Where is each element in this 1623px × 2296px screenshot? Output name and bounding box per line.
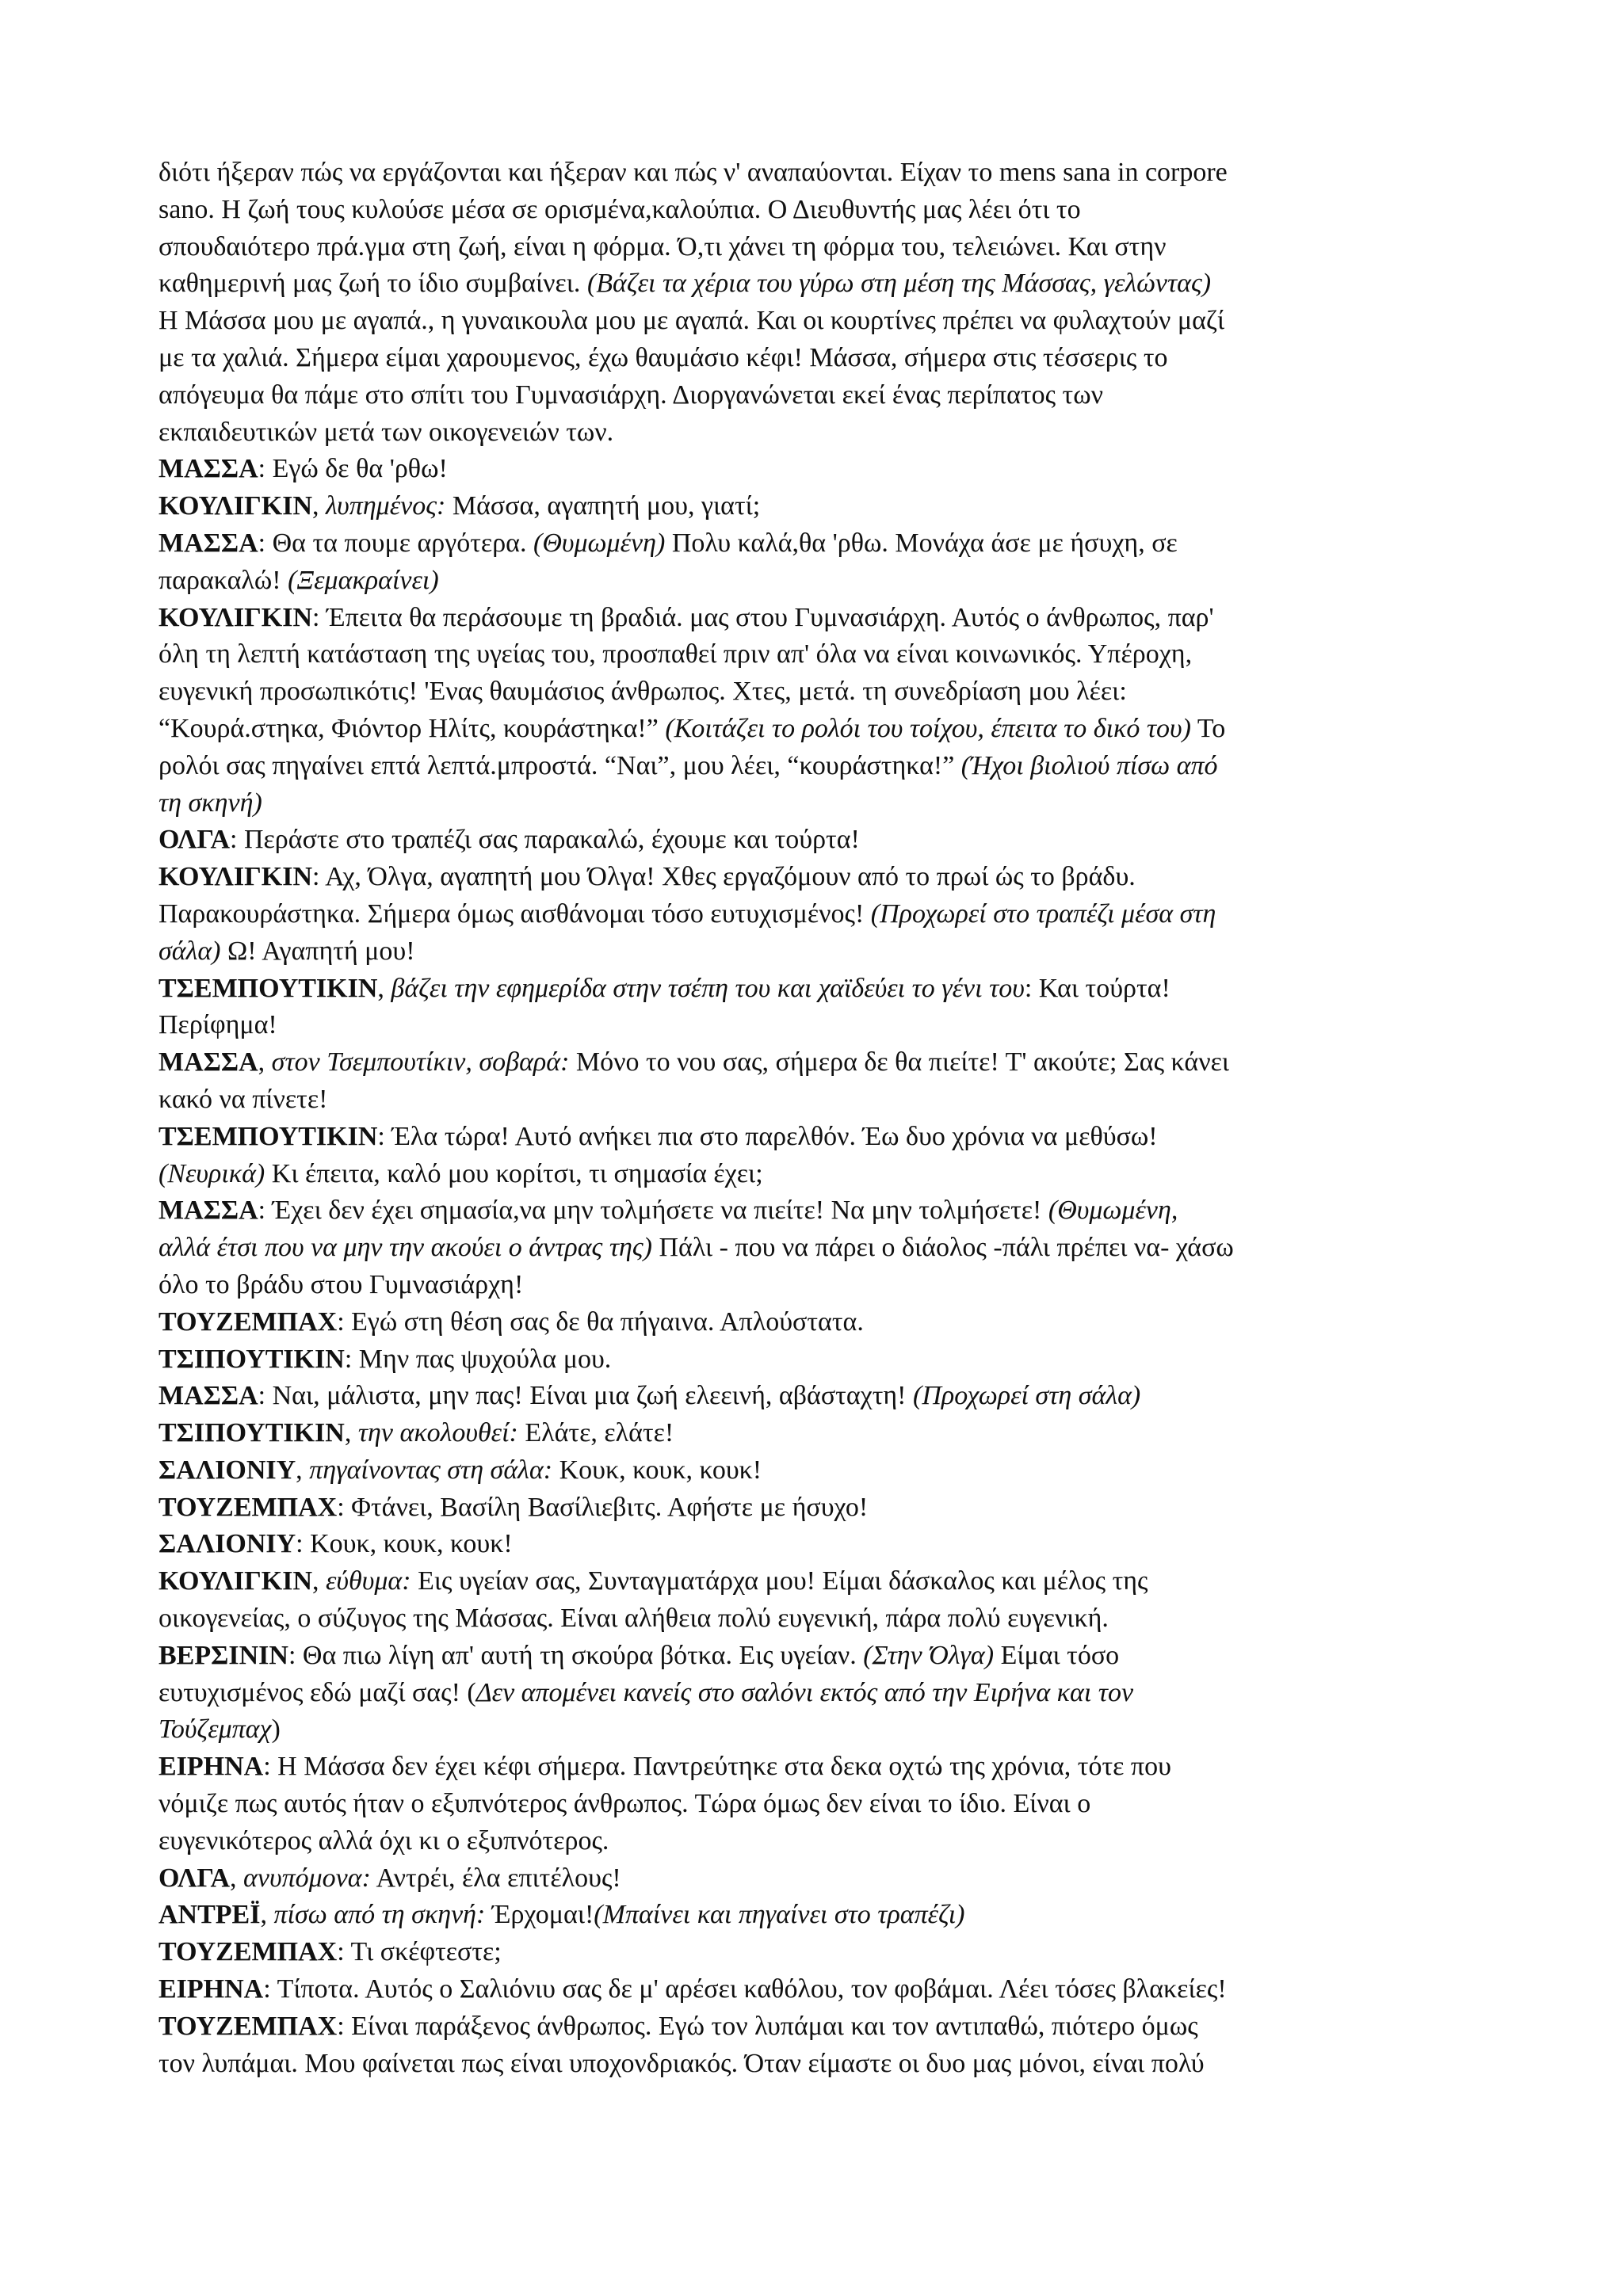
stage-direction: (Θυμωμένη)	[533, 528, 666, 558]
dialogue-text: ,	[260, 1900, 274, 1930]
text-line	[158, 1007, 1490, 1044]
dialogue-text: : Τι σκέφτεστε;	[337, 1937, 502, 1967]
dialogue-text: ,	[312, 1566, 327, 1596]
dialogue-text: κακό να πίνετε!	[158, 1084, 328, 1114]
text-line	[158, 1452, 1490, 1489]
dialogue-text: ευτυχισμένος εδώ μαζί σας! (	[158, 1677, 476, 1707]
dialogue-text: : Η Μάσσα δεν έχει κέφι σήμερα. Παντρεύτηκε στα δεκα οχτώ της χρόνια, τότε που	[263, 1752, 1171, 1782]
dialogue-text: : Τίποτα. Αυτός ο Σαλιόνιυ σας δε μ' αρέσει καθόλου, τον φοβάμαι. Λέει τόσες βλακείες!	[263, 1974, 1227, 2004]
dialogue-text: καθημερινή μας ζωή το ίδιο συμβαίνει.	[158, 269, 587, 299]
text-line	[158, 748, 1490, 785]
dialogue-text: : Είναι παράξενος άνθρωπος. Εγώ τον λυπάμαι και τον αντιπαθώ, πιότερο όμως	[337, 2011, 1198, 2041]
text-line	[158, 785, 1490, 822]
dialogue-text: Παρακουράστηκα. Σήμερα όμως αισθάνομαι τόσο ευτυχισμένος!	[158, 898, 871, 929]
text-line	[158, 1563, 1490, 1600]
text-line	[158, 265, 1490, 303]
dialogue-text: sano. Η ζωή τους κυλούσε μέσα σε ορισμένα,καλούπια. Ο Διευθυντής μας λέει ότι το	[158, 194, 1081, 224]
text-line	[158, 859, 1490, 896]
text-line	[158, 340, 1490, 377]
text-line	[158, 600, 1490, 637]
speaker-name: ΤΣΕΜΠΟΥΤΙΚΙΝ	[158, 973, 378, 1003]
text-line	[158, 1081, 1490, 1119]
text-line	[158, 1897, 1490, 1934]
text-line	[158, 1415, 1490, 1452]
speaker-name: ΒΕΡΣΙΝΙΝ	[158, 1640, 288, 1670]
stage-direction: ανυπόμονα:	[243, 1863, 371, 1893]
speaker-name: ΟΛΓΑ	[158, 825, 231, 855]
speaker-name: ΜΑΣΣΑ	[158, 454, 258, 484]
dialogue-text: Είμαι τόσο	[994, 1640, 1120, 1670]
stage-direction: πίσω από τη σκηνή:	[273, 1900, 486, 1930]
dialogue-text: )	[271, 1714, 281, 1745]
text-line	[158, 1860, 1490, 1897]
dialogue-text: εκπαιδευτικών μετά των οικογενειών των.	[158, 417, 614, 447]
stage-direction: (Νευρικά)	[158, 1158, 265, 1188]
text-line	[158, 1119, 1490, 1156]
dialogue-text: ευγενική προσωπικότις! 'Ενας θαυμάσιος άνθρωπος. Χτες, μετά. τη συνεδρίαση μου λέει:	[158, 677, 1127, 707]
text-line	[158, 525, 1490, 563]
dialogue-text: ,	[312, 491, 327, 521]
speaker-name: ΚΟΥΛΙΓΚΙΝ	[158, 491, 313, 521]
text-line	[158, 1971, 1490, 2008]
dialogue-text: Μόνο το νου σας, σήμερα δε θα πιείτε! Τ' ακούτε; Σας κάνει	[569, 1047, 1229, 1077]
dialogue-text: Αντρέι, έλα επιτέλους!	[370, 1863, 621, 1893]
text-line	[158, 822, 1490, 859]
text-line	[158, 1489, 1490, 1527]
speaker-name: ΑΝΤΡΕΪ	[158, 1900, 261, 1930]
text-line	[158, 2008, 1490, 2046]
dialogue-text: διότι ήξεραν πώς να εργάζονται και ήξεραν και πώς ν' αναπαύονται. Είχαν το mens sana in corpore	[158, 158, 1228, 187]
stage-direction: τη σκηνή)	[158, 788, 262, 818]
text-line	[158, 673, 1490, 711]
text-line	[158, 1526, 1490, 1563]
stage-direction: αλλά έτσι που να μην την ακούει ο άντρας της)	[158, 1233, 652, 1263]
speaker-name: ΜΑΣΣΑ	[158, 1047, 258, 1077]
dialogue-text: όλη τη λεπτή κατάσταση της υγείας του, προσπαθεί πριν απ' όλα να είναι κοινωνικός. Υπέροχη,	[158, 639, 1193, 669]
dialogue-text: Ω! Αγαπητή μου!	[220, 936, 415, 966]
dialogue-text: : Και τούρτα!	[1024, 973, 1170, 1003]
text-line	[158, 414, 1490, 452]
dialogue-text: : Κουκ, κουκ, κουκ!	[296, 1529, 513, 1559]
dialogue-text: τον λυπάμαι. Μου φαίνεται πως είναι υποχονδριακός. Όταν είμαστε οι δυο μας μόνοι, είναι πολύ	[158, 2048, 1205, 2078]
text-line	[158, 377, 1490, 414]
dialogue-text: οικογενείας, ο σύζυγος της Μάσσας. Είναι αλήθεια πολύ ευγενική, πάρα πολύ ευγενική.	[158, 1604, 1109, 1634]
dialogue-text: : Φτάνει, Βασίλη Βασίλιεβιτς. Αφήστε με ήσυχο!	[337, 1492, 869, 1522]
stage-direction: Δεν απομένει κανείς στο σαλόνι εκτός από την Ειρήνα και τον	[475, 1677, 1134, 1707]
stage-direction: (Ξεμακραίνει)	[288, 565, 439, 595]
dialogue-text: Κουκ, κουκ, κουκ!	[552, 1455, 762, 1485]
text-line	[158, 896, 1490, 933]
text-line	[158, 1044, 1490, 1081]
dialogue-text: : Περάστε στο τραπέζι σας παρακαλώ, έχουμε και τούρτα!	[230, 825, 860, 855]
dialogue-text: : Μην πας ψυχούλα μου.	[344, 1344, 612, 1374]
dialogue-text: Κι έπειτα, καλό μου κορίτσι, τι σημασία έχει;	[265, 1158, 763, 1188]
speaker-name: ΟΛΓΑ	[158, 1863, 231, 1893]
speaker-name: ΣΑΛΙΟΝΙΥ	[158, 1529, 296, 1559]
dialogue-text: Μάσσα, αγαπητή μου, γιατί;	[445, 491, 761, 521]
dialogue-text: ,	[258, 1047, 272, 1077]
speaker-name: ΤΣΙΠΟΥΤΙΚΙΝ	[158, 1344, 345, 1374]
speaker-name: ΜΑΣΣΑ	[158, 1381, 258, 1411]
dialogue-text: νόμιζε πως αυτός ήταν ο εξυπνότερος άνθρωπος. Τώρα όμως δεν είναι το ίδιο. Είναι ο	[158, 1789, 1091, 1819]
dialogue-text: Πάλι - που να πάρει ο διάολος -πάλι πρέπει να- χάσω	[652, 1233, 1234, 1263]
text-line	[158, 1934, 1490, 1971]
text-line	[158, 971, 1490, 1008]
dialogue-text: παρακαλώ!	[158, 565, 288, 595]
stage-direction: πηγαίνοντας στη σάλα:	[309, 1455, 553, 1485]
dialogue-text: ,	[344, 1418, 358, 1448]
dialogue-text: : Ναι, μάλιστα, μην πας! Είναι μια ζωή ελεεινή, αβάσταχτη!	[258, 1381, 913, 1411]
stage-direction: (Στην Όλγα)	[863, 1640, 995, 1670]
stage-direction: Τούζεμπαχ	[158, 1714, 272, 1745]
text-line	[158, 711, 1490, 748]
speaker-name: ΤΣΕΜΠΟΥΤΙΚΙΝ	[158, 1121, 378, 1151]
text-line	[158, 1156, 1490, 1193]
stage-direction: στον Τσεμπουτίκιν, σοβαρά:	[271, 1047, 570, 1077]
dialogue-text: Ελάτε, ελάτε!	[517, 1418, 674, 1448]
text-line	[158, 1786, 1490, 1823]
dialogue-text: “Κουρά.στηκα, Φιόντορ Ηλίτς, κουράστηκα!”	[158, 713, 666, 743]
speaker-name: ΤΟΥΖΕΜΠΑΧ	[158, 1306, 338, 1337]
text-line	[158, 2046, 1490, 2083]
dialogue-text: : Εγώ στη θέση σας δε θα πήγαινα. Απλούστατα.	[337, 1306, 864, 1337]
text-line	[158, 303, 1490, 340]
text-line	[158, 1192, 1490, 1230]
stage-direction: σάλα)	[158, 936, 221, 966]
stage-direction: (Κοιτάζει το ρολόι του τοίχου, έπειτα το δικό του)	[665, 713, 1191, 743]
text-line	[158, 1711, 1490, 1749]
dialogue-text: ευγενικότερος αλλά όχι κι ο εξυπνότερος.	[158, 1825, 609, 1855]
speaker-name: ΚΟΥΛΙΓΚΙΝ	[158, 1566, 313, 1596]
dialogue-text: : Έπειτα θα περάσουμε τη βραδιά. μας στου Γυμνασιάρχη. Αυτός ο άνθρωπος, παρ'	[312, 602, 1214, 632]
text-line	[158, 1341, 1490, 1379]
dialogue-text: απόγευμα θα πάμε στο σπίτι του Γυμνασιάρχη. Διοργανώνεται εκεί ένας περίπατος των	[158, 379, 1103, 410]
stage-direction: (Προχωρεί στη σάλα)	[913, 1381, 1141, 1411]
dialogue-text: : Έλα τώρα! Αυτό ανήκει πια στο παρελθόν. Έω δυο χρόνια να μεθύσω!	[377, 1121, 1158, 1151]
text-line	[158, 1600, 1490, 1638]
speaker-name: ΕΙΡΗΝΑ	[158, 1974, 264, 2004]
stage-direction: την ακολουθεί:	[357, 1418, 518, 1448]
text-line	[158, 933, 1490, 971]
stage-direction: εύθυμα:	[326, 1566, 411, 1596]
text-line	[158, 1638, 1490, 1675]
text-line	[158, 1378, 1490, 1415]
stage-direction: βάζει την εφημερίδα στην τσέπη του και χαϊδεύει το γένι του	[391, 973, 1025, 1003]
text-line	[158, 563, 1490, 600]
stage-direction: (Βάζει τα χέρια του γύρω στη μέση της Μάσσας, γελώντας)	[586, 269, 1212, 299]
dialogue-text: : Θα τα πουμε αργότερα.	[258, 528, 533, 558]
speaker-name: ΜΑΣΣΑ	[158, 1196, 258, 1226]
speaker-name: ΜΑΣΣΑ	[158, 528, 258, 558]
stage-direction: (Προχωρεί στο τραπέζι μέσα στη	[870, 898, 1216, 929]
speaker-name: ΤΟΥΖΕΜΠΑΧ	[158, 2011, 338, 2041]
text-line	[158, 1267, 1490, 1304]
stage-direction: (Ήχοι βιολιού πίσω από	[960, 750, 1218, 780]
document-page	[158, 154, 1490, 2082]
speaker-name: ΣΑΛΙΟΝΙΥ	[158, 1455, 296, 1485]
speaker-name: ΤΣΙΠΟΥΤΙΚΙΝ	[158, 1418, 345, 1448]
speaker-name: ΕΙΡΗΝΑ	[158, 1752, 264, 1782]
text-line	[158, 636, 1490, 673]
speaker-name: ΚΟΥΛΙΓΚΙΝ	[158, 862, 313, 892]
text-line	[158, 1675, 1490, 1712]
speaker-name: ΤΟΥΖΕΜΠΑΧ	[158, 1937, 338, 1967]
text-line	[158, 229, 1490, 266]
dialogue-text: Η Μάσσα μου με αγαπά., η γυναικουλα μου με αγαπά. Και οι κουρτίνες πρέπει να φυλαχτούν μαζί	[158, 306, 1225, 336]
dialogue-text: Περίφημα!	[158, 1010, 277, 1040]
dialogue-text: : Έχει δεν έχει σημασία,να μην τολμήσετε να πιείτε! Να μην τολμήσετε!	[258, 1196, 1048, 1226]
text-line	[158, 451, 1490, 488]
dialogue-text: σπουδαιότερο πρά.γμα στη ζωή, είναι η φόρμα. Ό,τι χάνει τη φόρμα του, τελειώνει. Και στην	[158, 231, 1167, 261]
dialogue-text: : Εγώ δε θα 'ρθω!	[258, 454, 448, 484]
dialogue-text: : Θα πιω λίγη απ' αυτή τη σκούρα βότκα. Εις υγείαν.	[288, 1640, 864, 1670]
text-line	[158, 488, 1490, 525]
speaker-name: ΤΟΥΖΕΜΠΑΧ	[158, 1492, 338, 1522]
speaker-name: ΚΟΥΛΙΓΚΙΝ	[158, 602, 313, 632]
dialogue-text: ρολόι σας πηγαίνει επτά λεπτά.μπροστά. “Ναι”, μου λέει, “κουράστηκα!”	[158, 750, 961, 780]
dialogue-text: ,	[377, 973, 391, 1003]
text-line	[158, 1749, 1490, 1786]
dialogue-text: με τα χαλιά. Σήμερα είμαι χαρουμενος, έχω θαυμάσιο κέφι! Μάσσα, σήμερα στις τέσσερις το	[158, 342, 1168, 372]
dialogue-text: όλο το βράδυ στου Γυμνασιάρχη!	[158, 1269, 524, 1299]
stage-direction: λυπημένος:	[326, 491, 446, 521]
dialogue-text: ,	[296, 1455, 310, 1485]
text-line	[158, 1230, 1490, 1267]
text-line	[158, 192, 1490, 229]
dialogue-text: Πολυ καλά,θα 'ρθω. Μονάχα άσε με ήσυχη, σε	[665, 528, 1178, 558]
dialogue-text: : Αχ, Όλγα, αγαπητή μου Όλγα! Χθες εργαζόμουν από το πρωί ώς το βράδυ.	[312, 862, 1136, 892]
dialogue-text: Έρχομαι!	[485, 1900, 594, 1930]
text-line	[158, 1304, 1490, 1341]
stage-direction: (Θυμωμένη,	[1048, 1196, 1178, 1226]
dialogue-text: ,	[230, 1863, 244, 1893]
text-line	[158, 154, 1490, 192]
dialogue-text: Εις υγείαν σας, Συνταγματάρχα μου! Είμαι δάσκαλος και μέλος της	[411, 1566, 1148, 1596]
text-line	[158, 1823, 1490, 1860]
stage-direction: (Μπαίνει και πηγαίνει στο τραπέζι)	[594, 1900, 965, 1930]
dialogue-text: Το	[1190, 713, 1226, 743]
